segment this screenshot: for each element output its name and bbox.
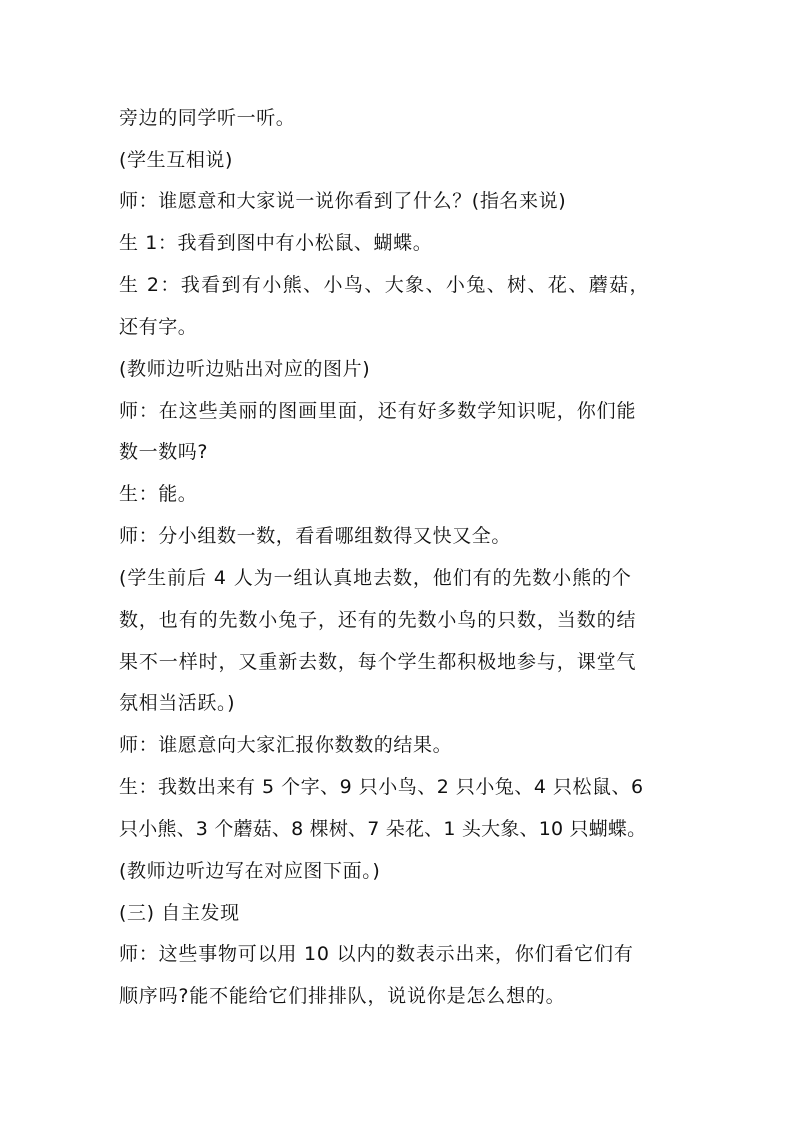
section-heading: (三) 自主发现 xyxy=(119,902,240,924)
text-line: 顺序吗?能不能给它们排排队，说说你是怎么想的。 xyxy=(119,985,566,1007)
text-line: 只小熊、3 个蘑菇、8 棵树、7 朵花、1 头大象、10 只蝴蝶。 xyxy=(119,818,647,840)
text-line: 师：在这些美丽的图画里面，还有好多数学知识呢，你们能 xyxy=(119,400,637,422)
text-line: 旁边的同学听一听。 xyxy=(119,107,296,129)
text-line: 师：谁愿意和大家说一说你看到了什么？(指名来说) xyxy=(119,190,567,212)
text-line: 师：这些事物可以用 10 以内的数表示出来，你们看它们有 xyxy=(119,943,634,965)
text-line: 还有字。 xyxy=(119,316,198,338)
text-line: 生 1：我看到图中有小松鼠、蝴蝶。 xyxy=(119,232,433,254)
text-line: 生 2：我看到有小熊、小鸟、大象、小兔、树、花、蘑菇， xyxy=(119,274,650,296)
text-line: (教师边听边贴出对应的图片) xyxy=(119,358,371,380)
text-line: 数一数吗? xyxy=(119,441,209,463)
text-line: 数，也有的先数小兔子，还有的先数小鸟的只数，当数的结 xyxy=(119,609,637,631)
text-line: (学生互相说) xyxy=(119,149,234,171)
text-line: (学生前后 4 人为一组认真地去数，他们有的先数小熊的个 xyxy=(119,567,632,589)
text-line: 生：我数出来有 5 个字、9 只小鸟、2 只小兔、4 只松鼠、6 xyxy=(119,776,644,798)
text-line: 果不一样时，又重新去数，每个学生都积极地参与，课堂气 xyxy=(119,651,637,673)
text-line: (教师边听边写在对应图下面。) xyxy=(119,860,381,882)
text-line: 氛相当活跃。) xyxy=(119,692,236,714)
text-line: 师：分小组数一数，看看哪组数得又快又全。 xyxy=(119,525,512,547)
text-line: 生：能。 xyxy=(119,483,198,505)
text-line: 师：谁愿意向大家汇报你数数的结果。 xyxy=(119,734,453,756)
